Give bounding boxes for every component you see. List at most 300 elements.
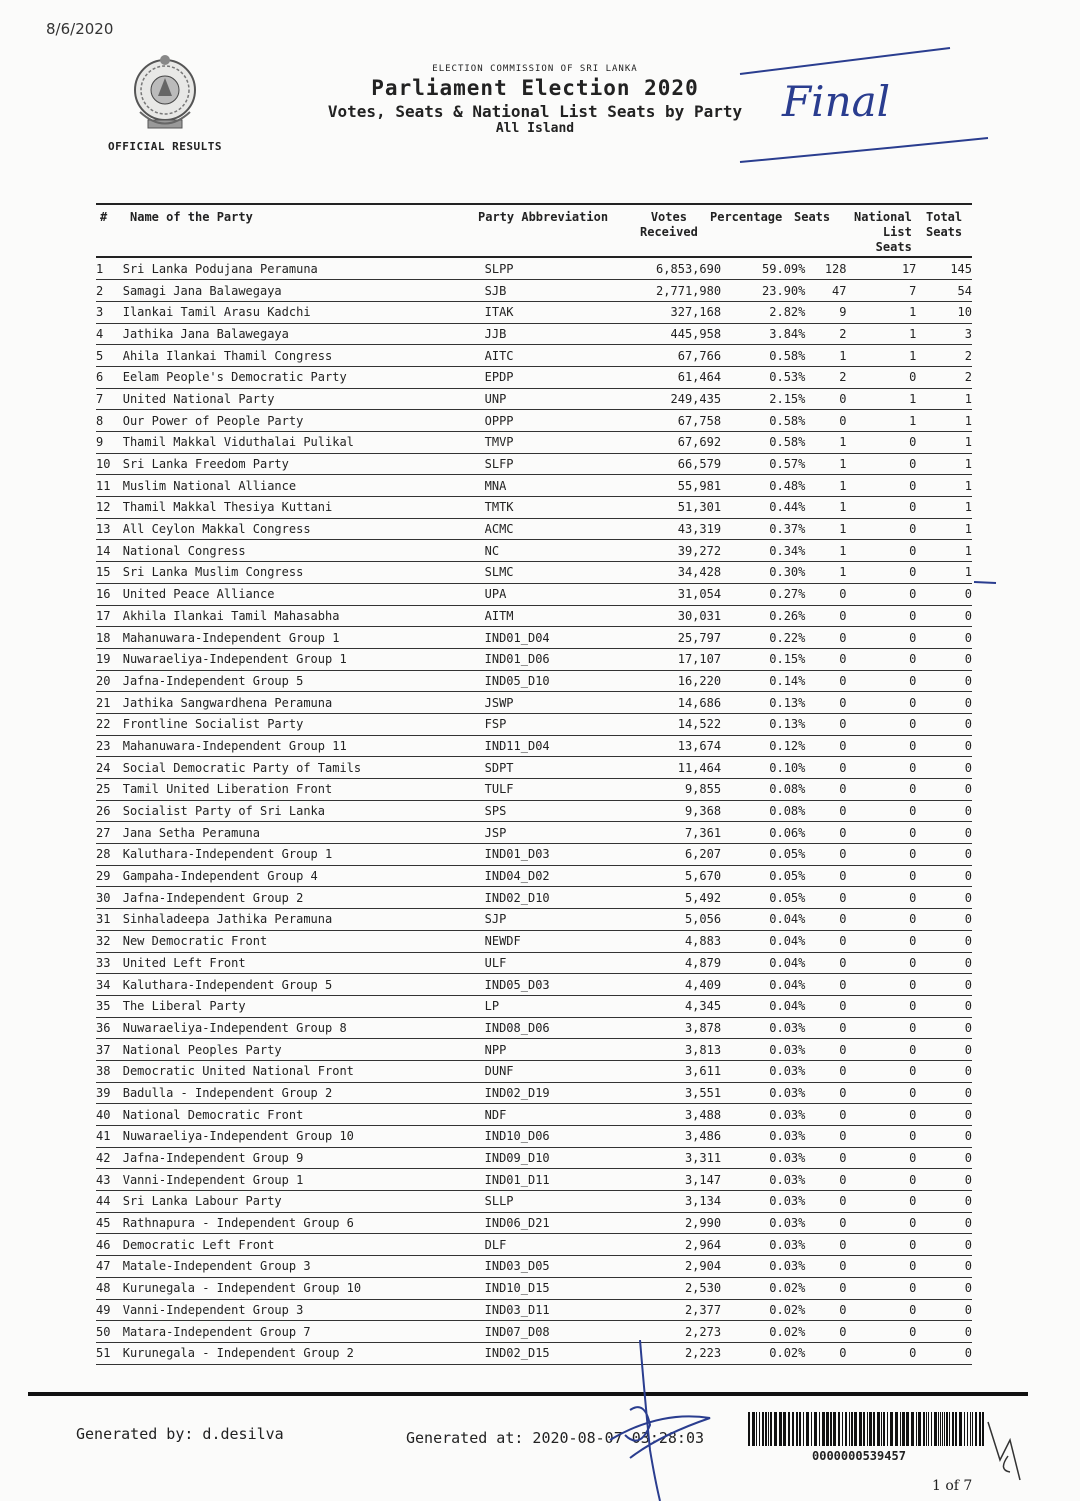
row-number: 15 xyxy=(96,562,123,584)
row-number: 32 xyxy=(96,930,123,952)
party-abbreviation: SLFP xyxy=(485,453,621,475)
national-list-seats: 0 xyxy=(847,1104,917,1126)
national-list-seats: 0 xyxy=(847,1082,917,1104)
party-name: Jafna-Independent Group 5 xyxy=(123,670,485,692)
party-abbreviation: IND01_D04 xyxy=(485,627,621,649)
row-number: 6 xyxy=(96,366,123,388)
table-row xyxy=(96,345,972,367)
vote-percentage: 0.34% xyxy=(721,540,805,562)
handwritten-signature xyxy=(600,1340,760,1501)
party-abbreviation: IND02_D15 xyxy=(485,1342,621,1364)
party-abbreviation: LP xyxy=(485,995,621,1017)
votes-received: 43,319 xyxy=(620,518,721,540)
row-number: 2 xyxy=(96,280,123,302)
total-seats: 0 xyxy=(916,1342,972,1364)
total-seats: 0 xyxy=(916,1212,972,1234)
vote-percentage: 0.05% xyxy=(721,887,805,909)
table-row xyxy=(96,540,972,562)
table-row xyxy=(96,1256,972,1278)
table-row xyxy=(96,388,972,410)
scope-label: All Island xyxy=(495,121,575,136)
total-seats: 0 xyxy=(916,1082,972,1104)
party-abbreviation: IND03_D05 xyxy=(485,1256,621,1278)
total-seats: 0 xyxy=(916,822,972,844)
national-list-seats: 0 xyxy=(847,1191,917,1213)
party-abbreviation: SPS xyxy=(485,800,621,822)
party-abbreviation: SJB xyxy=(485,280,621,302)
party-abbreviation: TULF xyxy=(485,779,621,801)
votes-received: 55,981 xyxy=(620,475,721,497)
party-name: The Liberal Party xyxy=(123,995,485,1017)
party-abbreviation: JSWP xyxy=(485,692,621,714)
party-name: Democratic United National Front xyxy=(123,1060,485,1082)
party-name: Thamil Makkal Viduthalai Pulikal xyxy=(123,432,485,454)
votes-received: 14,686 xyxy=(620,692,721,714)
vote-percentage: 0.03% xyxy=(721,1126,805,1148)
vote-percentage: 0.58% xyxy=(721,432,805,454)
seats: 0 xyxy=(805,822,846,844)
row-number: 5 xyxy=(96,345,123,367)
table-row xyxy=(96,562,972,584)
row-number: 34 xyxy=(96,974,123,996)
seats: 0 xyxy=(805,388,846,410)
national-list-seats: 0 xyxy=(847,605,917,627)
table-row xyxy=(96,909,972,931)
total-seats: 0 xyxy=(916,648,972,670)
votes-received: 3,147 xyxy=(620,1169,721,1191)
party-abbreviation: IND02_D10 xyxy=(485,887,621,909)
votes-received: 66,579 xyxy=(620,453,721,475)
seats: 0 xyxy=(805,735,846,757)
party-abbreviation: UNP xyxy=(485,388,621,410)
row-number: 16 xyxy=(96,583,123,605)
table-row xyxy=(96,475,972,497)
party-name: Jafna-Independent Group 9 xyxy=(123,1147,485,1169)
total-seats: 0 xyxy=(916,865,972,887)
party-abbreviation: AITC xyxy=(485,345,621,367)
table-row xyxy=(96,800,972,822)
vote-percentage: 0.27% xyxy=(721,583,805,605)
votes-received: 51,301 xyxy=(620,497,721,519)
total-seats: 0 xyxy=(916,887,972,909)
row-number: 22 xyxy=(96,713,123,735)
table-row xyxy=(96,518,972,540)
votes-received: 6,207 xyxy=(620,844,721,866)
national-list-seats: 7 xyxy=(847,280,917,302)
national-list-seats: 1 xyxy=(847,345,917,367)
votes-received: 2,904 xyxy=(620,1256,721,1278)
votes-received: 67,766 xyxy=(620,345,721,367)
party-name: Sinhaladeepa Jathika Peramuna xyxy=(123,909,485,931)
vote-percentage: 0.02% xyxy=(721,1321,805,1343)
party-abbreviation: IND07_D08 xyxy=(485,1321,621,1343)
document-subtitle: Votes, Seats & National List Seats by Party xyxy=(327,102,743,121)
table-row xyxy=(96,865,972,887)
party-abbreviation: JJB xyxy=(485,323,621,345)
party-name: Mahanuwara-Independent Group 11 xyxy=(123,735,485,757)
national-list-seats: 0 xyxy=(847,952,917,974)
votes-received: 249,435 xyxy=(620,388,721,410)
total-seats: 1 xyxy=(916,388,972,410)
party-name: National Congress xyxy=(123,540,485,562)
table-row xyxy=(96,822,972,844)
national-list-seats: 0 xyxy=(847,844,917,866)
seats: 1 xyxy=(805,497,846,519)
col-national-list: National List Seats xyxy=(854,210,912,254)
national-list-seats: 0 xyxy=(847,518,917,540)
national-list-seats: 0 xyxy=(847,974,917,996)
seats: 0 xyxy=(805,1104,846,1126)
total-seats: 3 xyxy=(916,323,972,345)
votes-received: 3,551 xyxy=(620,1082,721,1104)
row-number: 26 xyxy=(96,800,123,822)
national-list-seats: 0 xyxy=(847,865,917,887)
votes-received: 2,990 xyxy=(620,1212,721,1234)
row-number: 13 xyxy=(96,518,123,540)
party-abbreviation: SDPT xyxy=(485,757,621,779)
vote-percentage: 0.57% xyxy=(721,453,805,475)
table-row xyxy=(96,757,972,779)
vote-percentage: 0.04% xyxy=(721,930,805,952)
seats: 0 xyxy=(805,605,846,627)
party-abbreviation: IND03_D11 xyxy=(485,1299,621,1321)
total-seats: 0 xyxy=(916,1039,972,1061)
vote-percentage: 0.08% xyxy=(721,779,805,801)
row-number: 8 xyxy=(96,410,123,432)
row-number: 33 xyxy=(96,952,123,974)
total-seats: 2 xyxy=(916,366,972,388)
seats: 0 xyxy=(805,995,846,1017)
votes-received: 327,168 xyxy=(620,301,721,323)
vote-percentage: 3.84% xyxy=(721,323,805,345)
party-abbreviation: IND01_D06 xyxy=(485,648,621,670)
national-list-seats: 0 xyxy=(847,583,917,605)
vote-percentage: 0.37% xyxy=(721,518,805,540)
col-num: # xyxy=(100,210,108,224)
total-seats: 0 xyxy=(916,1299,972,1321)
votes-received: 9,368 xyxy=(620,800,721,822)
vote-percentage: 0.03% xyxy=(721,1256,805,1278)
party-abbreviation: SLPP xyxy=(485,258,621,280)
votes-received: 25,797 xyxy=(620,627,721,649)
generated-by: Generated by: d.desilva xyxy=(76,1425,284,1443)
total-seats: 0 xyxy=(916,1104,972,1126)
row-number: 14 xyxy=(96,540,123,562)
vote-percentage: 0.12% xyxy=(721,735,805,757)
final-note-text: Final xyxy=(782,77,891,126)
seats: 0 xyxy=(805,757,846,779)
seats: 0 xyxy=(805,1342,846,1364)
vote-percentage: 0.26% xyxy=(721,605,805,627)
party-name: Eelam People's Democratic Party xyxy=(123,366,485,388)
votes-received: 39,272 xyxy=(620,540,721,562)
table-row xyxy=(96,670,972,692)
party-abbreviation: UPA xyxy=(485,583,621,605)
seats: 0 xyxy=(805,1256,846,1278)
party-name: Social Democratic Party of Tamils xyxy=(123,757,485,779)
seats: 9 xyxy=(805,301,846,323)
table-row xyxy=(96,1299,972,1321)
party-name: Mahanuwara-Independent Group 1 xyxy=(123,627,485,649)
seats: 0 xyxy=(805,1060,846,1082)
party-abbreviation: ULF xyxy=(485,952,621,974)
votes-received: 2,771,980 xyxy=(620,280,721,302)
party-name: Jathika Sangwardhena Peramuna xyxy=(123,692,485,714)
total-seats: 0 xyxy=(916,974,972,996)
seats: 2 xyxy=(805,366,846,388)
commission-name: ELECTION COMMISSION OF SRI LANKA xyxy=(432,64,638,74)
seats: 0 xyxy=(805,627,846,649)
party-name: Vanni-Independent Group 1 xyxy=(123,1169,485,1191)
col-abbr: Party Abbreviation xyxy=(478,210,609,224)
votes-received: 2,273 xyxy=(620,1321,721,1343)
seats: 1 xyxy=(805,432,846,454)
row-number: 48 xyxy=(96,1277,123,1299)
total-seats: 2 xyxy=(916,345,972,367)
vote-percentage: 0.48% xyxy=(721,475,805,497)
total-seats: 145 xyxy=(916,258,972,280)
seats: 128 xyxy=(805,258,846,280)
party-abbreviation: SLMC xyxy=(485,562,621,584)
national-list-seats: 0 xyxy=(847,540,917,562)
party-name: National Democratic Front xyxy=(123,1104,485,1126)
row-number: 7 xyxy=(96,388,123,410)
seats: 0 xyxy=(805,844,846,866)
handwritten-date: 8/6/2020 xyxy=(46,20,114,38)
party-name: New Democratic Front xyxy=(123,930,485,952)
total-seats: 54 xyxy=(916,280,972,302)
official-results-label: OFFICIAL RESULTS xyxy=(108,140,222,153)
national-list-seats: 0 xyxy=(847,453,917,475)
vote-percentage: 0.03% xyxy=(721,1191,805,1213)
seats: 1 xyxy=(805,453,846,475)
votes-received: 6,853,690 xyxy=(620,258,721,280)
total-seats: 0 xyxy=(916,779,972,801)
party-abbreviation: TMVP xyxy=(485,432,621,454)
party-name: United Peace Alliance xyxy=(123,583,485,605)
votes-received: 17,107 xyxy=(620,648,721,670)
table-row xyxy=(96,692,972,714)
seats: 0 xyxy=(805,713,846,735)
national-list-seats: 0 xyxy=(847,1212,917,1234)
vote-percentage: 0.08% xyxy=(721,800,805,822)
party-name: Badulla - Independent Group 2 xyxy=(123,1082,485,1104)
vote-percentage: 0.02% xyxy=(721,1277,805,1299)
total-seats: 0 xyxy=(916,909,972,931)
row-number: 37 xyxy=(96,1039,123,1061)
national-list-seats: 0 xyxy=(847,1234,917,1256)
party-abbreviation: DUNF xyxy=(485,1060,621,1082)
vote-percentage: 23.90% xyxy=(721,280,805,302)
total-seats: 0 xyxy=(916,627,972,649)
row-number: 39 xyxy=(96,1082,123,1104)
national-list-seats: 1 xyxy=(847,388,917,410)
table-row xyxy=(96,280,972,302)
national-list-seats: 0 xyxy=(847,735,917,757)
party-name: Tamil United Liberation Front xyxy=(123,779,485,801)
row-number: 38 xyxy=(96,1060,123,1082)
total-seats: 0 xyxy=(916,1321,972,1343)
col-votes: Votes Received xyxy=(640,210,698,239)
total-seats: 0 xyxy=(916,1126,972,1148)
party-name: Ilankai Tamil Arasu Kadchi xyxy=(123,301,485,323)
total-seats: 0 xyxy=(916,670,972,692)
party-abbreviation: OPPP xyxy=(485,410,621,432)
party-abbreviation: ACMC xyxy=(485,518,621,540)
total-seats: 0 xyxy=(916,844,972,866)
party-abbreviation: NPP xyxy=(485,1039,621,1061)
seats: 0 xyxy=(805,1191,846,1213)
national-list-seats: 0 xyxy=(847,1277,917,1299)
row-number: 4 xyxy=(96,323,123,345)
total-seats: 0 xyxy=(916,757,972,779)
seats: 1 xyxy=(805,562,846,584)
party-abbreviation: JSP xyxy=(485,822,621,844)
party-name: Nuwaraeliya-Independent Group 8 xyxy=(123,1017,485,1039)
total-seats: 0 xyxy=(916,1017,972,1039)
row-number: 47 xyxy=(96,1256,123,1278)
seats: 0 xyxy=(805,1321,846,1343)
national-list-seats: 0 xyxy=(847,995,917,1017)
page-number: 1 of 7 xyxy=(932,1478,973,1494)
vote-percentage: 0.03% xyxy=(721,1060,805,1082)
votes-received: 3,134 xyxy=(620,1191,721,1213)
national-list-seats: 0 xyxy=(847,627,917,649)
seats: 1 xyxy=(805,345,846,367)
table-row xyxy=(96,1277,972,1299)
votes-received: 4,345 xyxy=(620,995,721,1017)
votes-received: 445,958 xyxy=(620,323,721,345)
table-row xyxy=(96,779,972,801)
national-list-seats: 0 xyxy=(847,822,917,844)
total-seats: 1 xyxy=(916,453,972,475)
row-number: 1 xyxy=(96,258,123,280)
votes-received: 9,855 xyxy=(620,779,721,801)
party-abbreviation: IND06_D21 xyxy=(485,1212,621,1234)
vote-percentage: 0.05% xyxy=(721,865,805,887)
party-name: Gampaha-Independent Group 4 xyxy=(123,865,485,887)
party-name: Democratic Left Front xyxy=(123,1234,485,1256)
party-name: United Left Front xyxy=(123,952,485,974)
vote-percentage: 0.03% xyxy=(721,1169,805,1191)
party-abbreviation: IND05_D03 xyxy=(485,974,621,996)
table-row xyxy=(96,1082,972,1104)
national-list-seats: 0 xyxy=(847,800,917,822)
row-number: 36 xyxy=(96,1017,123,1039)
table-row xyxy=(96,1321,972,1343)
row-number: 50 xyxy=(96,1321,123,1343)
national-list-seats: 0 xyxy=(847,1342,917,1364)
seats: 2 xyxy=(805,323,846,345)
votes-received: 3,611 xyxy=(620,1060,721,1082)
row-number: 51 xyxy=(96,1342,123,1364)
national-list-seats: 0 xyxy=(847,1321,917,1343)
table-row xyxy=(96,323,972,345)
national-list-seats: 0 xyxy=(847,779,917,801)
votes-received: 5,670 xyxy=(620,865,721,887)
table-row xyxy=(96,258,972,280)
party-name: Jana Setha Peramuna xyxy=(123,822,485,844)
vote-percentage: 0.03% xyxy=(721,1039,805,1061)
vote-percentage: 0.03% xyxy=(721,1104,805,1126)
seats: 0 xyxy=(805,1039,846,1061)
votes-received: 67,758 xyxy=(620,410,721,432)
seats: 0 xyxy=(805,1277,846,1299)
vote-percentage: 0.04% xyxy=(721,995,805,1017)
table-row xyxy=(96,301,972,323)
barcode-icon xyxy=(748,1412,988,1446)
vote-percentage: 2.82% xyxy=(721,301,805,323)
votes-received: 2,377 xyxy=(620,1299,721,1321)
total-seats: 1 xyxy=(916,540,972,562)
votes-received: 2,530 xyxy=(620,1277,721,1299)
row-number: 29 xyxy=(96,865,123,887)
votes-received: 11,464 xyxy=(620,757,721,779)
party-abbreviation: IND09_D10 xyxy=(485,1147,621,1169)
total-seats: 0 xyxy=(916,1060,972,1082)
party-abbreviation: IND08_D06 xyxy=(485,1017,621,1039)
table-row xyxy=(96,1191,972,1213)
vote-percentage: 0.22% xyxy=(721,627,805,649)
total-seats: 0 xyxy=(916,1169,972,1191)
national-list-seats: 0 xyxy=(847,1039,917,1061)
party-abbreviation: ITAK xyxy=(485,301,621,323)
total-seats: 0 xyxy=(916,1256,972,1278)
table-row xyxy=(96,605,972,627)
vote-percentage: 0.10% xyxy=(721,757,805,779)
votes-received: 3,311 xyxy=(620,1147,721,1169)
national-list-seats: 0 xyxy=(847,930,917,952)
party-name: Muslim National Alliance xyxy=(123,475,485,497)
row-number: 45 xyxy=(96,1212,123,1234)
row-number: 23 xyxy=(96,735,123,757)
total-seats: 1 xyxy=(916,518,972,540)
national-list-seats: 0 xyxy=(847,1017,917,1039)
party-name: Vanni-Independent Group 3 xyxy=(123,1299,485,1321)
total-seats: 0 xyxy=(916,583,972,605)
total-seats: 1 xyxy=(916,497,972,519)
table-row xyxy=(96,713,972,735)
party-name: Nuwaraeliya-Independent Group 1 xyxy=(123,648,485,670)
table-row xyxy=(96,930,972,952)
seats: 0 xyxy=(805,1082,846,1104)
vote-percentage: 0.15% xyxy=(721,648,805,670)
row-number: 19 xyxy=(96,648,123,670)
total-seats: 1 xyxy=(916,562,972,584)
row-number: 44 xyxy=(96,1191,123,1213)
vote-percentage: 0.30% xyxy=(721,562,805,584)
national-list-seats: 0 xyxy=(847,497,917,519)
party-abbreviation: FSP xyxy=(485,713,621,735)
row-number: 42 xyxy=(96,1147,123,1169)
votes-received: 14,522 xyxy=(620,713,721,735)
party-name: Kaluthara-Independent Group 1 xyxy=(123,844,485,866)
party-abbreviation: EPDP xyxy=(485,366,621,388)
votes-received: 31,054 xyxy=(620,583,721,605)
votes-received: 3,813 xyxy=(620,1039,721,1061)
table-row xyxy=(96,887,972,909)
corner-signature xyxy=(980,1420,1040,1490)
votes-received: 3,878 xyxy=(620,1017,721,1039)
national-list-seats: 1 xyxy=(847,301,917,323)
total-seats: 10 xyxy=(916,301,972,323)
seats: 0 xyxy=(805,410,846,432)
total-seats: 0 xyxy=(916,1277,972,1299)
party-name: Kaluthara-Independent Group 5 xyxy=(123,974,485,996)
party-name: Samagi Jana Balawegaya xyxy=(123,280,485,302)
votes-received: 5,056 xyxy=(620,909,721,931)
party-name: Our Power of People Party xyxy=(123,410,485,432)
